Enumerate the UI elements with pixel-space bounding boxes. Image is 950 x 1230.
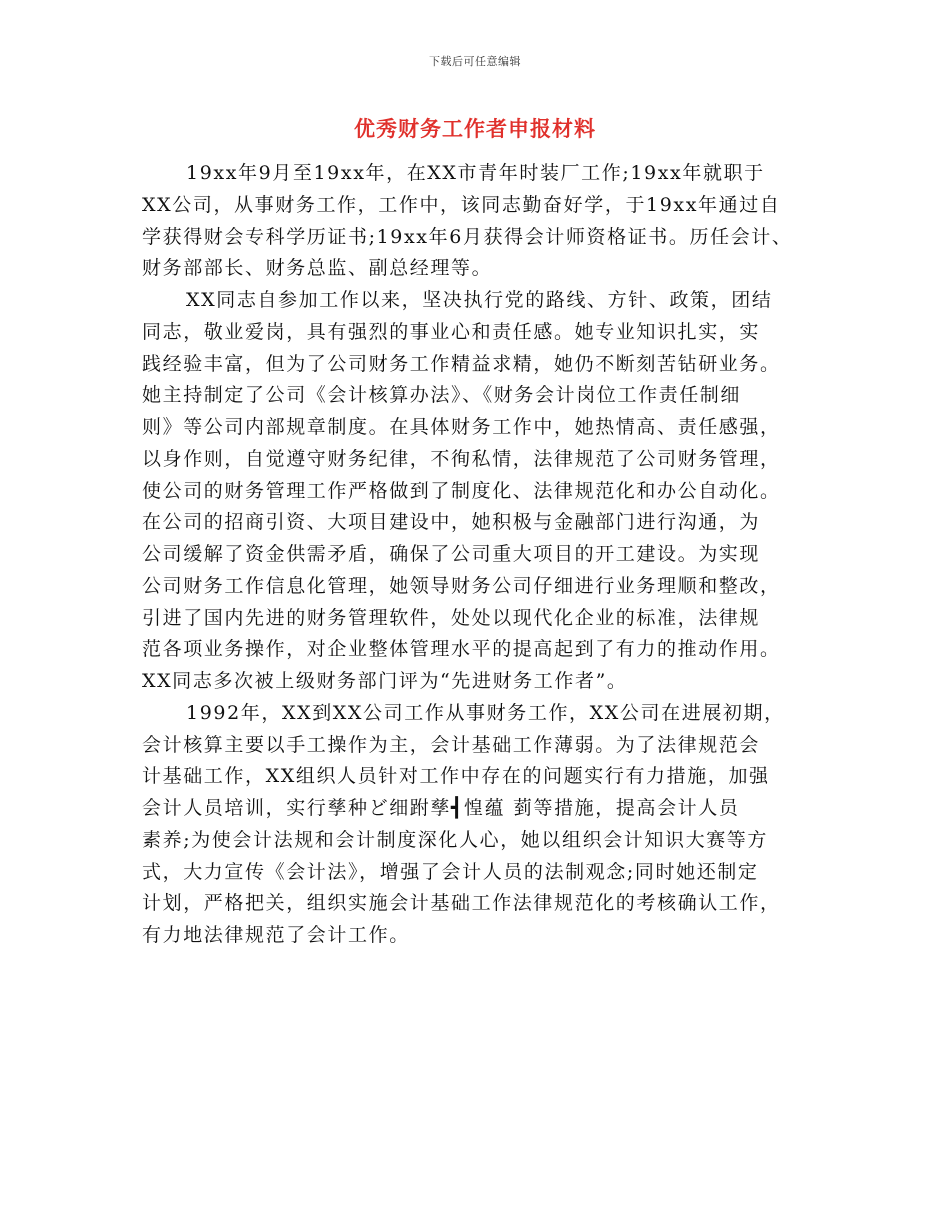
text-line: 在公司的招商引资、大项目建设中，她积极与金融部门进行沟通，为 [142, 511, 761, 534]
text-line: 素养;为使会计法规和会计制度深化人心，她以组织会计知识大赛等方 [142, 828, 769, 851]
text-line: 同志，敬业爱岗，具有强烈的事业心和责任感。她专业知识扎实，实 [142, 320, 761, 343]
text-line: 有力地法律规范了会计工作。 [142, 924, 410, 946]
text-line: XX同志自参加工作以来，坚决执行党的路线、方针、政策，团结 [186, 289, 773, 311]
text-line: 式，大力宣传《会计法》，增强了会计人员的法制观念;同时她还制定 [142, 860, 759, 883]
text-line: 1992年，XX到XX公司工作从事财务工作，XX公司在进展初期， [186, 701, 785, 724]
document-title: 优秀财务工作者申报材料 [354, 116, 596, 141]
header-note: 下载后可任意编辑 [429, 55, 521, 68]
text-line: XX公司，从事财务工作，工作中，该同志勤奋好学，于19xx年通过自 [142, 193, 781, 216]
text-line: 财务部部长、财务总监、副总经理等。 [142, 257, 493, 280]
text-line: 使公司的财务管理工作严格做到了制度化、法律规范化和办公自动化。 [142, 479, 781, 502]
text-line: 引进了国内先进的财务管理软件，处处以现代化企业的标准，法律规 [142, 606, 761, 629]
text-line: 会计人员培训，实行孳种ど细跗孳┫惶蕴 菿等措施，提高会计人员 [142, 797, 740, 819]
text-line: 以身作则，自觉遵守财务纪律，不徇私情，法律规范了公司财务管理， [142, 447, 781, 470]
text-line: 19xx年9月至19xx年，在XX市青年时装厂工作;19xx年就职于 [186, 162, 765, 184]
text-line: 则》等公司内部规章制度。在具体财务工作中，她热情高、责任感强， [142, 416, 781, 438]
text-line: 范各项业务操作，对企业整体管理水平的提高起到了有力的推动作用。 [142, 638, 781, 661]
text-line: 计划，严格把关，组织实施会计基础工作法律规范化的考核确认工作， [142, 892, 781, 915]
text-line: 会计核算主要以手工操作为主，会计基础工作薄弱。为了法律规范会 [142, 733, 761, 756]
text-line: 学获得财会专科学历证书;19xx年6月获得会计师资格证书。历任会计、 [142, 225, 793, 248]
text-line: 她主持制定了公司《会计核算办法》、《财务会计岗位工作责任制细 [142, 384, 742, 407]
text-line: 计基础工作，XX组织人员针对工作中存在的问题实行有力措施，加强 [142, 765, 770, 788]
document-body [142, 158, 832, 952]
text-line: 公司缓解了资金供需矛盾，确保了公司重大项目的开工建设。为实现 [142, 543, 761, 565]
text-line: XX同志多次被上级财务部门评为“先进财务工作者”。 [142, 670, 628, 692]
text-line: 公司财务工作信息化管理，她领导财务公司仔细进行业务理顺和整改， [142, 574, 781, 597]
text-line: 践经验丰富，但为了公司财务工作精益求精，她仍不断刻苦钻研业务。 [142, 352, 781, 375]
